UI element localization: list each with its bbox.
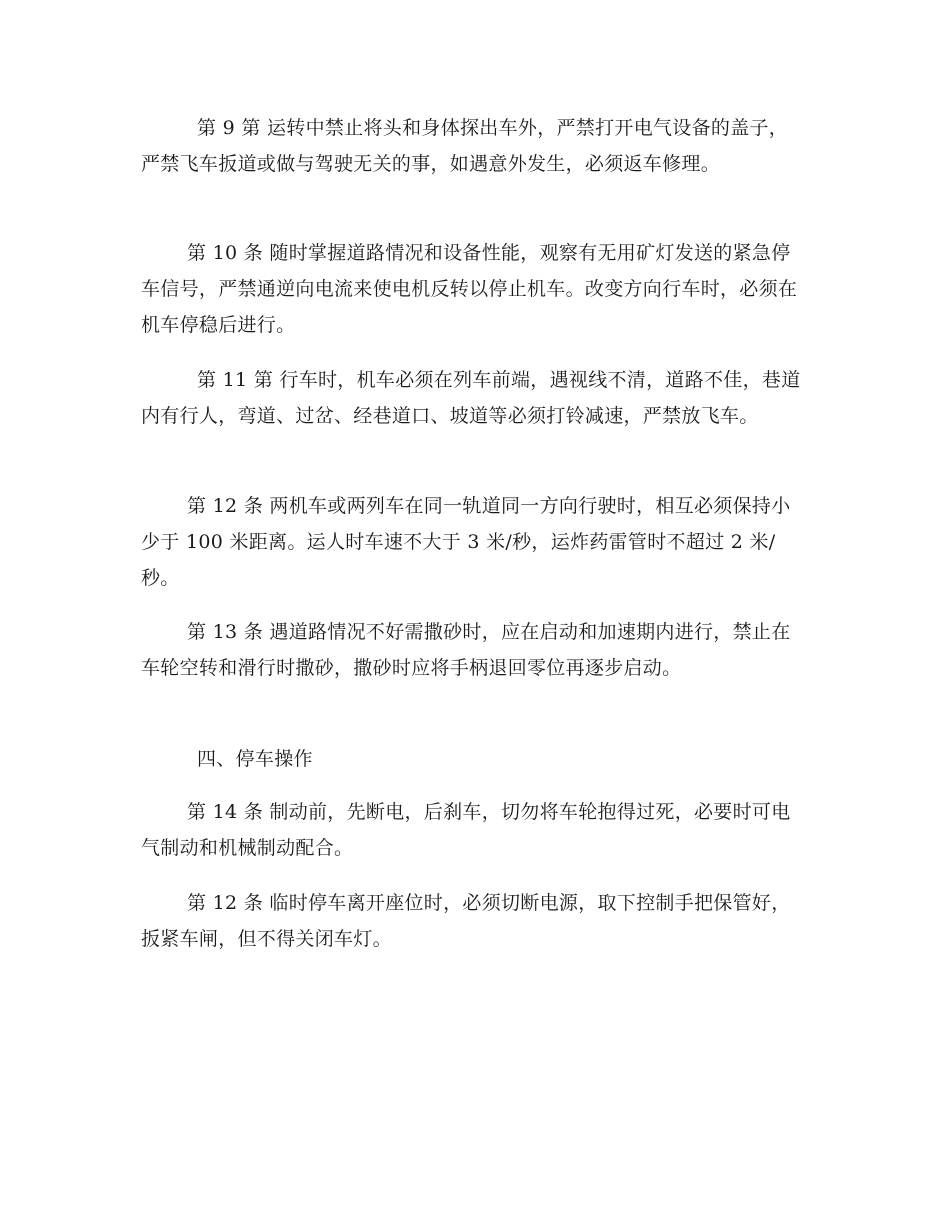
paragraph-article-12: 第 12 条 两机车或两列车在同一轨道同一方向行驶时，相互必须保持小少于 100 米距离。运人时车速不大于 3 米/秒，运炸药雷管时不超过 2 米/秒。: [141, 495, 791, 589]
paragraph-article-13: 第 13 条 遇道路情况不好需撒砂时，应在启动和加速期内进行，禁止在车轮空转和滑行时撒砂，撒砂时应将手柄退回零位再逐步启动。: [141, 621, 791, 679]
paragraph-article-14: 第 14 条 制动前，先断电，后刹车，切勿将车轮抱得过死，必要时可电气制动和机械制动配合。: [141, 801, 791, 859]
paragraph-article-10: 第 10 条 随时掌握道路情况和设备性能，观察有无用矿灯发送的紧急停车信号，严禁通逆向电流来使电机反转以停止机车。改变方向行车时，必须在机车停稳后进行。: [141, 242, 798, 336]
paragraph-article-9: 第 9 第 运转中禁止将头和身体探出车外，严禁打开电气设备的盖子，严禁飞车扳道或做与驾驶无关的事，如遇意外发生，必须返车修理。: [141, 117, 789, 175]
paragraph-article-12b: 第 12 条 临时停车离开座位时，必须切断电源，取下控制手把保管好，扳紧车闸，但不得关闭车灯。: [141, 892, 791, 950]
section-heading: 四、停车操作: [197, 748, 313, 770]
paragraph-article-11: 第 11 第 行车时，机车必须在列车前端，遇视线不清，道路不佳，巷道内有行人，弯道、过岔、经巷道口、坡道等必须打铃减速，严禁放飞车。: [141, 369, 801, 427]
